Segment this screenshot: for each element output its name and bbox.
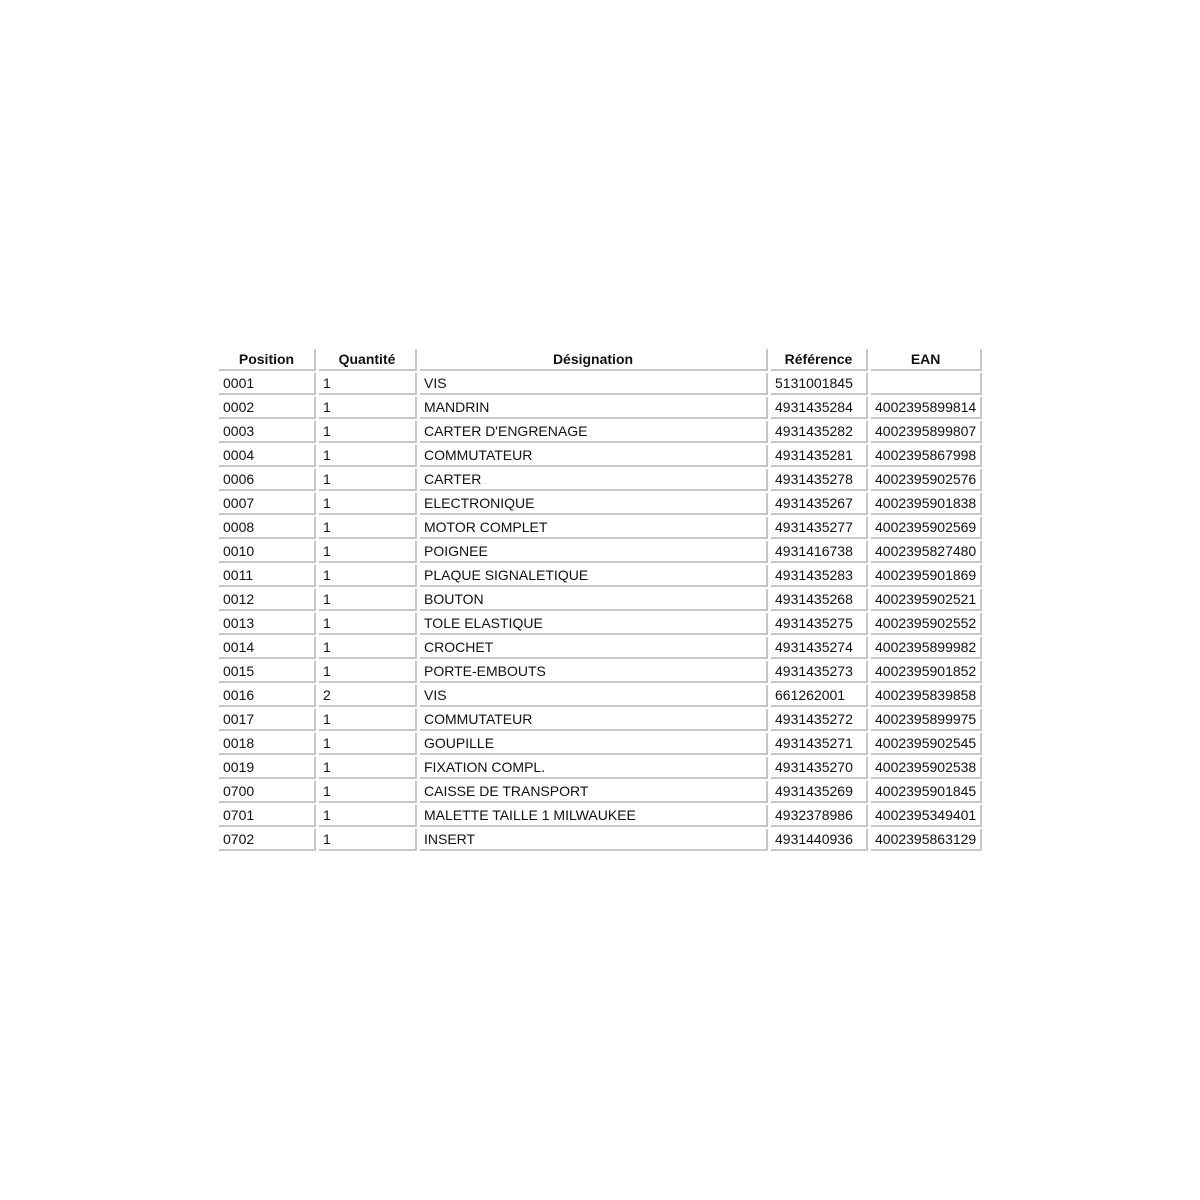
table-row	[219, 589, 982, 611]
ean-cell: 4002395902521	[871, 589, 982, 611]
quantite-cell: 1	[319, 637, 417, 659]
table-row	[219, 805, 982, 827]
ean-cell: 4002395349401	[871, 805, 982, 827]
position-cell: 0012	[219, 589, 316, 611]
table-row	[219, 397, 982, 419]
ean-cell: 4002395902576	[871, 469, 982, 491]
ean-cell: 4002395902552	[871, 613, 982, 635]
position-cell: 0008	[219, 517, 316, 539]
position-cell: 0007	[219, 493, 316, 515]
quantite-cell: 1	[319, 541, 417, 563]
quantite-cell: 1	[319, 709, 417, 731]
header-reference: Référence	[771, 349, 868, 371]
reference-cell: 4931435284	[771, 397, 868, 419]
quantite-cell: 1	[319, 805, 417, 827]
designation-cell: VIS	[420, 373, 768, 395]
position-cell: 0015	[219, 661, 316, 683]
position-cell: 0700	[219, 781, 316, 803]
designation-cell: MALETTE TAILLE 1 MILWAUKEE	[420, 805, 768, 827]
designation-cell: COMMUTATEUR	[420, 709, 768, 731]
quantite-cell: 1	[319, 589, 417, 611]
ean-cell: 4002395902538	[871, 757, 982, 779]
position-cell: 0003	[219, 421, 316, 443]
header-position: Position	[219, 349, 316, 371]
ean-cell: 4002395901838	[871, 493, 982, 515]
table-row	[219, 781, 982, 803]
quantite-cell: 1	[319, 373, 417, 395]
parts-table	[216, 347, 985, 853]
designation-cell: FIXATION COMPL.	[420, 757, 768, 779]
table-row	[219, 661, 982, 683]
ean-cell: 4002395902569	[871, 517, 982, 539]
quantite-cell: 1	[319, 517, 417, 539]
ean-cell: 4002395899982	[871, 637, 982, 659]
position-cell: 0010	[219, 541, 316, 563]
reference-cell: 4931435275	[771, 613, 868, 635]
ean-cell: 4002395901845	[871, 781, 982, 803]
table-row	[219, 757, 982, 779]
designation-cell: CARTER D'ENGRENAGE	[420, 421, 768, 443]
quantite-cell: 1	[319, 421, 417, 443]
ean-cell	[871, 373, 982, 395]
designation-cell: COMMUTATEUR	[420, 445, 768, 467]
header-quantite: Quantité	[319, 349, 417, 371]
reference-cell: 4931435282	[771, 421, 868, 443]
ean-cell: 4002395827480	[871, 541, 982, 563]
designation-cell: INSERT	[420, 829, 768, 851]
reference-cell: 4931435272	[771, 709, 868, 731]
designation-cell: MOTOR COMPLET	[420, 517, 768, 539]
table-row	[219, 565, 982, 587]
header-ean: EAN	[871, 349, 982, 371]
position-cell: 0017	[219, 709, 316, 731]
ean-cell: 4002395899807	[871, 421, 982, 443]
ean-cell: 4002395839858	[871, 685, 982, 707]
table-row	[219, 517, 982, 539]
designation-cell: PLAQUE SIGNALETIQUE	[420, 565, 768, 587]
designation-cell: ELECTRONIQUE	[420, 493, 768, 515]
designation-cell: VIS	[420, 685, 768, 707]
table-row	[219, 685, 982, 707]
ean-cell: 4002395901869	[871, 565, 982, 587]
table-row	[219, 829, 982, 851]
ean-cell: 4002395902545	[871, 733, 982, 755]
parts-body	[219, 373, 982, 851]
header-designation: Désignation	[420, 349, 768, 371]
quantite-cell: 1	[319, 445, 417, 467]
reference-cell: 4931435269	[771, 781, 868, 803]
header-row	[219, 349, 982, 371]
position-cell: 0016	[219, 685, 316, 707]
position-cell: 0011	[219, 565, 316, 587]
position-cell: 0701	[219, 805, 316, 827]
reference-cell: 4931435278	[771, 469, 868, 491]
quantite-cell: 1	[319, 493, 417, 515]
ean-cell: 4002395899814	[871, 397, 982, 419]
designation-cell: POIGNEE	[420, 541, 768, 563]
quantite-cell: 1	[319, 829, 417, 851]
position-cell: 0006	[219, 469, 316, 491]
reference-cell: 4931435267	[771, 493, 868, 515]
designation-cell: MANDRIN	[420, 397, 768, 419]
quantite-cell: 1	[319, 613, 417, 635]
quantite-cell: 1	[319, 661, 417, 683]
quantite-cell: 1	[319, 469, 417, 491]
position-cell: 0018	[219, 733, 316, 755]
table-row	[219, 493, 982, 515]
designation-cell: CAISSE DE TRANSPORT	[420, 781, 768, 803]
reference-cell: 4931435268	[771, 589, 868, 611]
table-row	[219, 613, 982, 635]
quantite-cell: 1	[319, 397, 417, 419]
reference-cell: 4931440936	[771, 829, 868, 851]
position-cell: 0002	[219, 397, 316, 419]
reference-cell: 4931416738	[771, 541, 868, 563]
reference-cell: 5131001845	[771, 373, 868, 395]
quantite-cell: 1	[319, 733, 417, 755]
position-cell: 0013	[219, 613, 316, 635]
reference-cell: 4931435270	[771, 757, 868, 779]
ean-cell: 4002395899975	[871, 709, 982, 731]
quantite-cell: 2	[319, 685, 417, 707]
quantite-cell: 1	[319, 757, 417, 779]
designation-cell: PORTE-EMBOUTS	[420, 661, 768, 683]
designation-cell: BOUTON	[420, 589, 768, 611]
table-row	[219, 445, 982, 467]
table-row	[219, 709, 982, 731]
table-row	[219, 421, 982, 443]
reference-cell: 4931435281	[771, 445, 868, 467]
table-row	[219, 469, 982, 491]
reference-cell: 661262001	[771, 685, 868, 707]
reference-cell: 4931435273	[771, 661, 868, 683]
position-cell: 0702	[219, 829, 316, 851]
reference-cell: 4932378986	[771, 805, 868, 827]
reference-cell: 4931435283	[771, 565, 868, 587]
ean-cell: 4002395867998	[871, 445, 982, 467]
quantite-cell: 1	[319, 565, 417, 587]
designation-cell: TOLE ELASTIQUE	[420, 613, 768, 635]
quantite-cell: 1	[319, 781, 417, 803]
ean-cell: 4002395901852	[871, 661, 982, 683]
table-row	[219, 541, 982, 563]
reference-cell: 4931435271	[771, 733, 868, 755]
table-row	[219, 637, 982, 659]
position-cell: 0001	[219, 373, 316, 395]
designation-cell: CROCHET	[420, 637, 768, 659]
designation-cell: GOUPILLE	[420, 733, 768, 755]
position-cell: 0014	[219, 637, 316, 659]
ean-cell: 4002395863129	[871, 829, 982, 851]
position-cell: 0004	[219, 445, 316, 467]
designation-cell: CARTER	[420, 469, 768, 491]
reference-cell: 4931435274	[771, 637, 868, 659]
position-cell: 0019	[219, 757, 316, 779]
reference-cell: 4931435277	[771, 517, 868, 539]
table-row	[219, 373, 982, 395]
table-row	[219, 733, 982, 755]
